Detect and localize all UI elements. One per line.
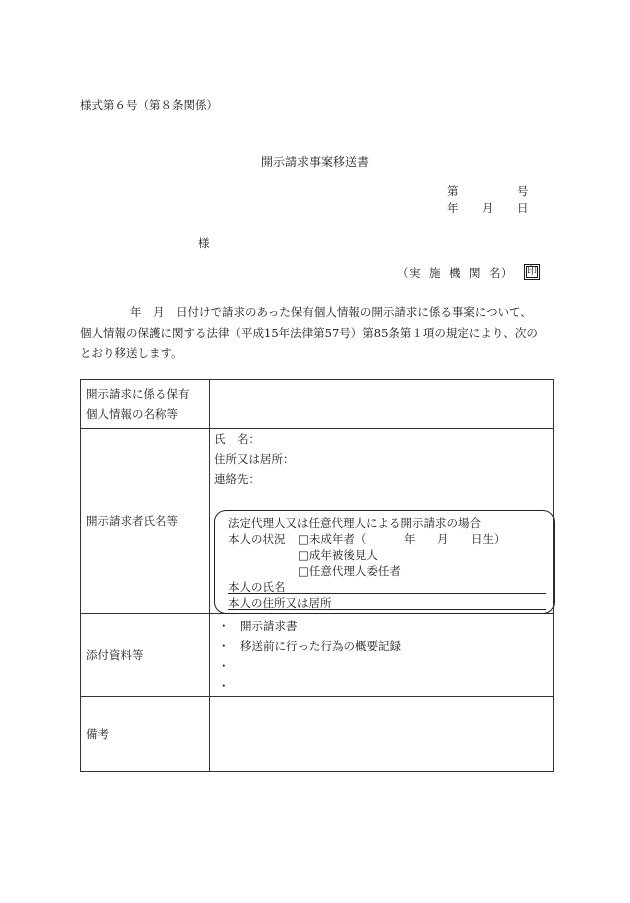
agency-char-2: 施 xyxy=(429,266,441,280)
info-name-label-2: 個人情報の名称等 xyxy=(86,407,178,421)
attachments-value xyxy=(210,614,554,697)
body-line-1: 年 月 日付けで請求のあった保有個人情報の開示請求に係る事案について、 xyxy=(130,305,532,319)
rep-heading: 法定代理人又は任意代理人による開示請求の場合 xyxy=(228,516,481,530)
info-name-value[interactable] xyxy=(210,380,554,429)
date-year: 年 xyxy=(447,201,459,215)
info-name-label-1: 開示請求に係る保有 xyxy=(86,387,190,401)
agency-name-label xyxy=(397,265,513,281)
bullet-1: ・ xyxy=(218,619,230,633)
requester-header xyxy=(81,429,210,614)
rep-status-label: 本人の状況 xyxy=(228,532,286,546)
row-attachments xyxy=(81,614,554,697)
agency-char-4: 関 xyxy=(469,266,481,280)
row-info-name xyxy=(81,380,554,429)
requester-contact-label: 連絡先： xyxy=(214,472,260,486)
requester-address-label: 住所又は居所： xyxy=(214,452,295,466)
agency-char-3: 機 xyxy=(449,266,461,280)
bullet-2: ・ xyxy=(218,639,230,653)
date-month: 月 xyxy=(482,201,494,215)
seal-label: 印 xyxy=(527,266,537,277)
bullet-3: ・ xyxy=(218,659,230,673)
seal-stamp xyxy=(524,264,540,280)
agency-close: 名） xyxy=(489,266,513,280)
checkbox-delegator[interactable]: □任意代理人委任者 xyxy=(298,564,401,578)
person-name-line[interactable] xyxy=(228,579,546,594)
document-title: 開示請求事案移送書 xyxy=(260,155,369,169)
remarks-label: 備考 xyxy=(86,727,109,741)
requester-name-label: 氏 名： xyxy=(214,432,260,446)
attachments-header xyxy=(81,614,210,697)
doc-number-suffix: 号 xyxy=(517,184,529,198)
body-line-3: とおり移送します。 xyxy=(80,346,183,360)
checkbox-minor[interactable]: □未成年者（ xyxy=(298,532,367,546)
checkbox-adult-ward[interactable]: □成年被後見人 xyxy=(298,548,378,562)
birth-month-label: 月 xyxy=(437,532,449,546)
requester-value xyxy=(210,429,554,614)
info-name-header xyxy=(81,380,210,429)
transfer-table xyxy=(80,379,554,772)
birth-day-label: 日生） xyxy=(471,532,506,546)
remarks-value[interactable] xyxy=(210,697,554,772)
person-address-line[interactable] xyxy=(228,595,546,610)
addressee-suffix: 様 xyxy=(198,236,210,250)
doc-number-label: 第 xyxy=(447,184,459,198)
attachment-item-1: 開示請求書 xyxy=(240,619,298,633)
person-address-label: 本人の住所又は居所 xyxy=(228,596,332,610)
remarks-header xyxy=(81,697,210,772)
date-day: 日 xyxy=(517,201,529,215)
representative-box xyxy=(214,510,555,614)
form-number: 様式第６号（第８条関係） xyxy=(80,98,218,112)
attachment-item-2: 移送前に行った行為の概要記録 xyxy=(240,639,401,653)
agency-open: （実 xyxy=(397,266,421,280)
body-line-2: 個人情報の保護に関する法律（平成15年法律第57号）第85条第１項の規定により、次の xyxy=(80,326,538,340)
attachments-label: 添付資料等 xyxy=(86,648,144,662)
birth-year-label: 年 xyxy=(404,532,416,546)
row-remarks xyxy=(81,697,554,772)
row-requester xyxy=(81,429,554,614)
person-name-label: 本人の氏名 xyxy=(228,580,286,594)
bullet-4: ・ xyxy=(218,679,230,693)
requester-label: 開示請求者氏名等 xyxy=(86,514,178,528)
